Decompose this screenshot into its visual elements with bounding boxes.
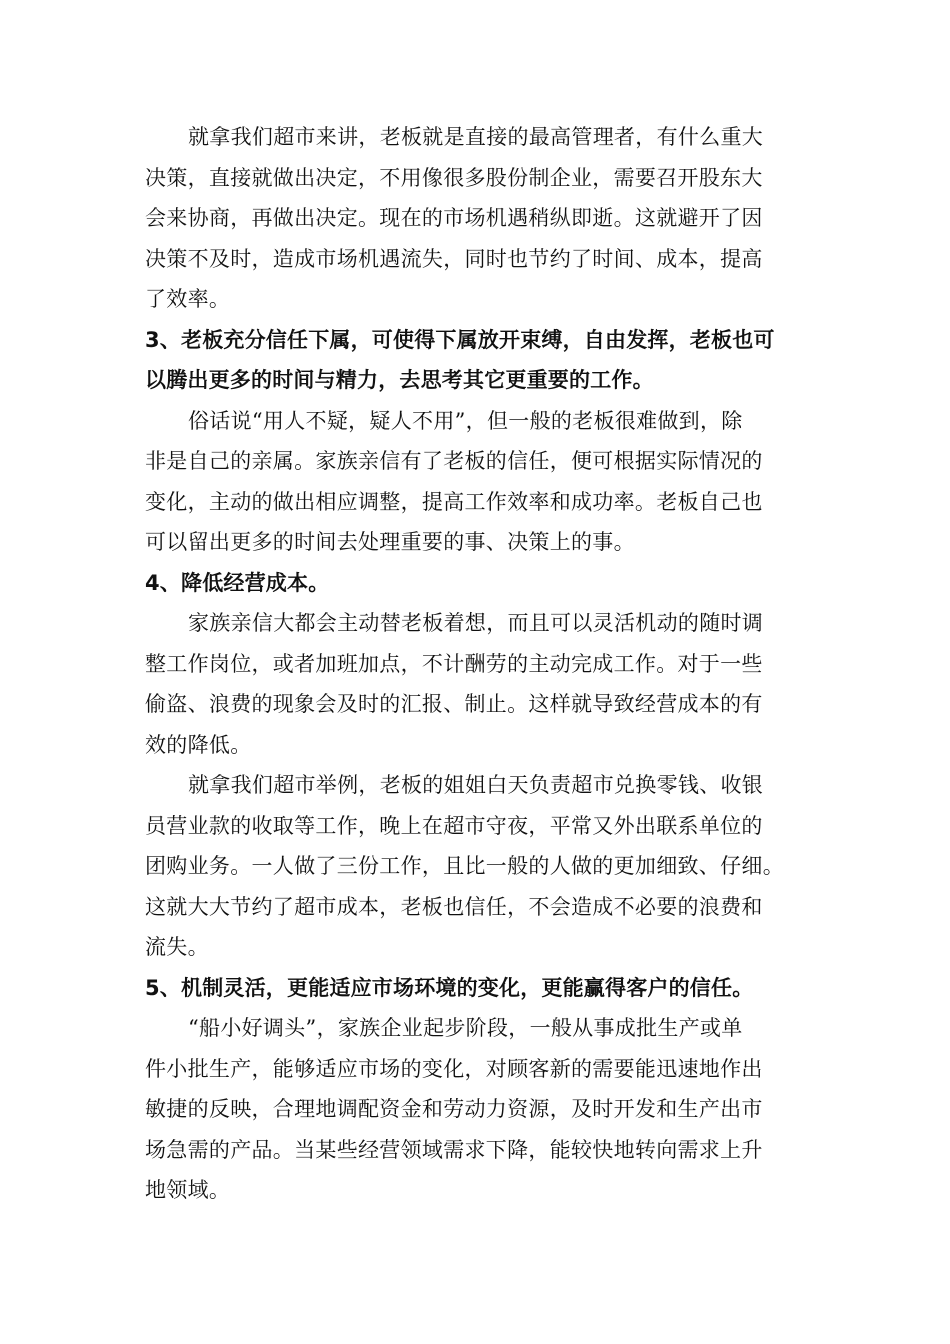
paragraph-supermarket-decision (145, 117, 817, 320)
heading-line: 5、机制灵活，更能适应市场环境的变化，更能赢得客户的信任。 (145, 975, 754, 1000)
section-heading-4 (145, 563, 817, 604)
text-line: 变化，主动的做出相应调整，提高工作效率和成功率。老板自己也 (145, 489, 763, 514)
text-line: 决策不及时，造成市场机遇流失，同时也节约了时间、成本，提高 (145, 246, 763, 271)
paragraph-trust (145, 401, 817, 563)
text-line: 决策，直接就做出决定，不用像很多股份制企业，需要召开股东大 (145, 165, 763, 190)
text-line: 了效率。 (145, 287, 231, 311)
text-line: 团购业务。一人做了三份工作，且比一般的人做的更加细致、仔细。 (145, 854, 784, 878)
text-line: 可以留出更多的时间去处理重要的事、决策上的事。 (145, 530, 635, 554)
text-line: 场急需的产品。当某些经营领域需求下降，能较快地转向需求上升 (145, 1137, 763, 1162)
text-line: 偷盗、浪费的现象会及时的汇报、制止。这样就导致经营成本的有 (145, 692, 763, 716)
text-line: 家族亲信大都会主动替老板着想，而且可以灵活机动的随时调 (188, 611, 764, 635)
text-line: 敏捷的反映，合理地调配资金和劳动力资源，及时开发和生产出市 (145, 1097, 763, 1121)
text-line: 效的降低。 (145, 732, 252, 757)
text-line: 地领域。 (145, 1178, 231, 1202)
text-line: 就拿我们超市来讲，老板就是直接的最高管理者，有什么重大 (188, 125, 764, 149)
text-line: 会来协商，再做出决定。现在的市场机遇稍纵即逝。这就避开了因 (145, 206, 763, 230)
paragraph-cost (145, 603, 817, 765)
text-line: 就拿我们超市举例，老板的姐姐白天负责超市兑换零钱、收银 (188, 773, 764, 797)
text-line: 员营业款的收取等工作，晚上在超市守夜，平常又外出联系单位的 (145, 813, 763, 838)
section-heading-5 (145, 968, 817, 1009)
text-line: 非是自己的亲属。家族亲信有了老板的信任，便可根据实际情况的 (145, 449, 763, 473)
heading-line: 3、老板充分信任下属，可使得下属放开束缚，自由发挥，老板也可 (145, 327, 775, 352)
text-line: 俗话说“用人不疑，疑人不用”，但一般的老板很难做到，除 (188, 408, 743, 433)
paragraph-flexibility (145, 1008, 817, 1211)
text-line: 件小批生产，能够适应市场的变化，对顾客新的需要能迅速地作出 (145, 1056, 763, 1081)
text-line: 流失。 (145, 935, 209, 959)
document-body (145, 117, 817, 1211)
text-line: 这就大大节约了超市成本，老板也信任，不会造成不必要的浪费和 (145, 894, 763, 919)
heading-line: 4、降低经营成本。 (145, 570, 330, 595)
section-heading-3 (145, 320, 817, 401)
text-line: 整工作岗位，或者加班加点，不计酬劳的主动完成工作。对于一些 (145, 651, 763, 676)
heading-line: 以腾出更多的时间与精力，去思考其它更重要的工作。 (145, 368, 654, 392)
paragraph-example (145, 765, 817, 968)
text-line: “船小好调头”，家族企业起步阶段，一般从事成批生产或单 (188, 1016, 743, 1040)
